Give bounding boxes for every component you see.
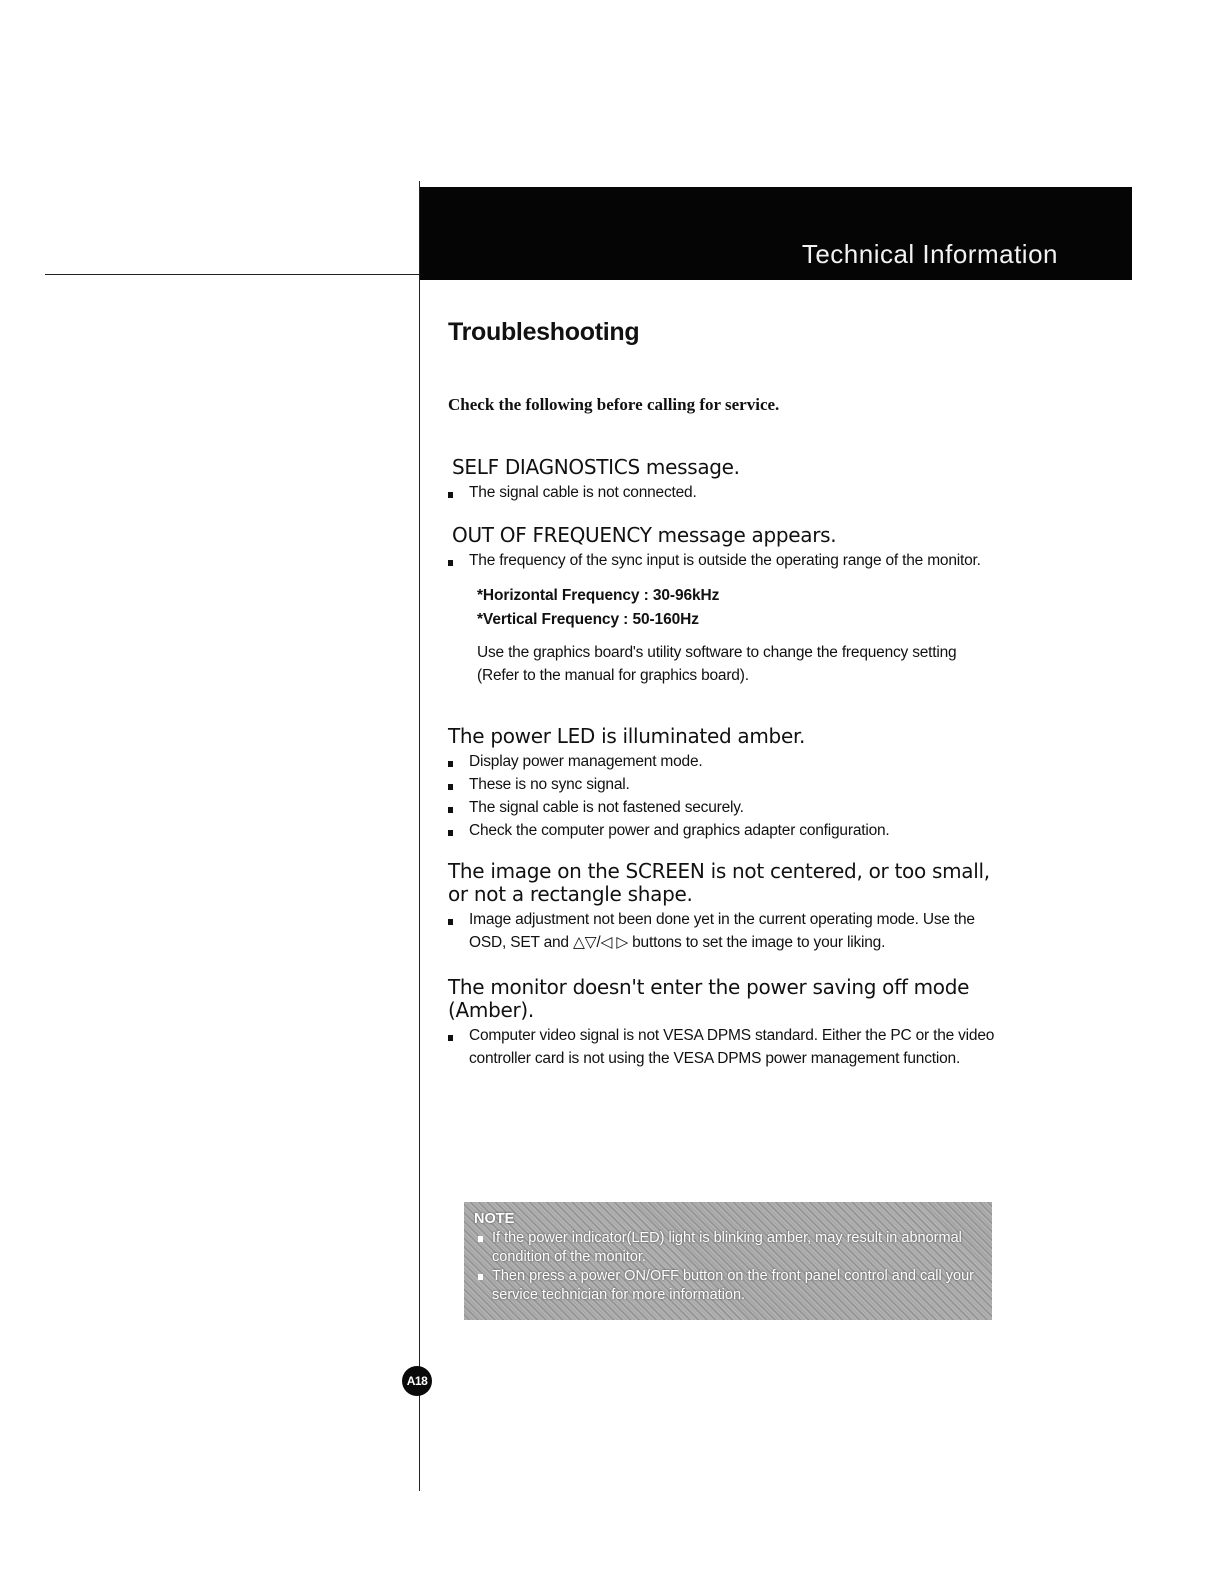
list-item: The frequency of the sync input is outside the operating range of the monitor. xyxy=(448,549,981,572)
vertical-rule xyxy=(419,181,420,1491)
vertical-frequency: *Vertical Frequency : 50-160Hz xyxy=(477,611,699,628)
page-number-badge: A18 xyxy=(402,1366,432,1396)
bullet-list xyxy=(448,481,740,504)
list-item: These is no sync signal. xyxy=(448,773,890,796)
section-self-diagnostics xyxy=(448,456,740,504)
section-heading: The image on the SCREEN is not centered, or too small, or not a rectangle shape. xyxy=(448,859,990,906)
bullet-list xyxy=(448,908,1008,954)
advice-text: Use the graphics board's utility software to change the frequency setting (Refer to the manual for graphics board). xyxy=(477,644,957,684)
header-bar xyxy=(420,187,1132,280)
note-label: NOTE xyxy=(474,1211,515,1227)
horizontal-rule xyxy=(45,274,420,275)
section-heading: OUT OF FREQUENCY message appears. xyxy=(452,523,837,547)
bullet-list xyxy=(448,549,981,572)
section-power-led-amber xyxy=(448,725,890,842)
horizontal-frequency: *Horizontal Frequency : 30-96kHz xyxy=(477,587,720,604)
section-out-of-frequency xyxy=(448,524,981,687)
bullet-list xyxy=(448,1024,1008,1070)
main-content xyxy=(448,318,1008,1067)
note-item: Then press a power ON/OFF button on the front panel control and call your service technician for more information. xyxy=(474,1267,986,1305)
list-item: The signal cable is not fastened securely. xyxy=(448,796,890,819)
list-item: Image adjustment not been done yet in the current operating mode. Use the OSD, SET and △▽/◁ ▷ buttons to set the image to your liking. xyxy=(448,908,1008,954)
note-box xyxy=(464,1202,992,1320)
page-title: Troubleshooting xyxy=(448,318,640,346)
list-item: Computer video signal is not VESA DPMS standard. Either the PC or the video controller card is not using the VESA DPMS power management function. xyxy=(448,1024,1008,1070)
section-image-not-centered xyxy=(448,860,1008,954)
list-item: Check the computer power and graphics adapter configuration. xyxy=(448,819,890,842)
bullet-list xyxy=(448,750,890,842)
list-item: Display power management mode. xyxy=(448,750,890,773)
section-heading: The power LED is illuminated amber. xyxy=(448,724,806,748)
intro-text: Check the following before calling for service. xyxy=(448,395,780,414)
section-heading: The monitor doesn't enter the power saving off mode (Amber). xyxy=(448,975,970,1022)
section-power-saving xyxy=(448,976,1008,1070)
note-list xyxy=(474,1229,986,1305)
section-heading: SELF DIAGNOSTICS message. xyxy=(452,455,740,479)
frequency-specs xyxy=(477,584,981,632)
note-item: If the power indicator(LED) light is blinking amber, may result in abnormal condition of the monitor. xyxy=(474,1229,986,1267)
list-item: The signal cable is not connected. xyxy=(448,481,740,504)
header-title: Technical Information xyxy=(801,239,1058,269)
